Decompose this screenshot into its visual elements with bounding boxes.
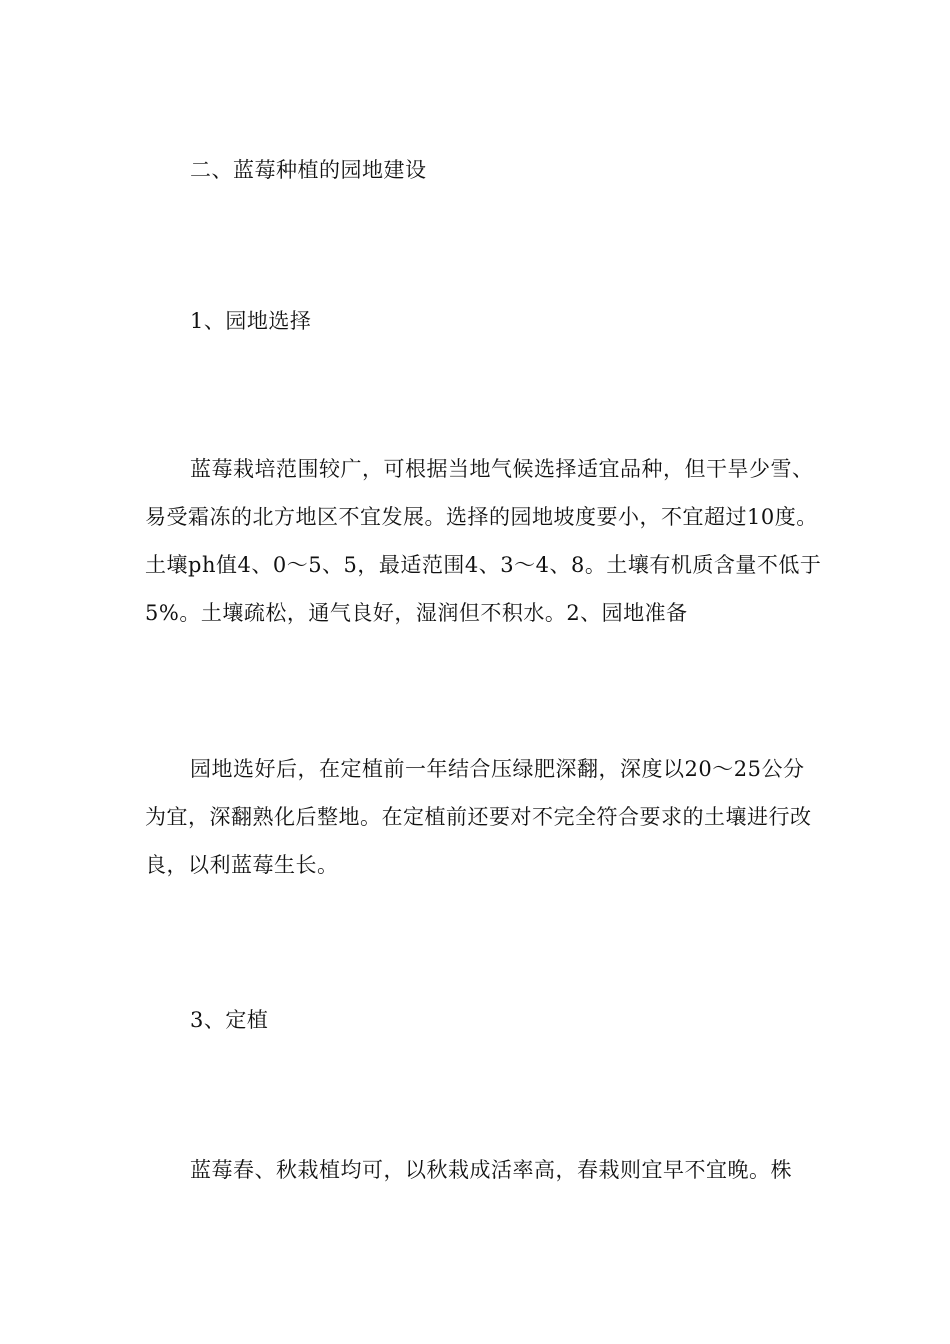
section-title: 二、蓝莓种植的园地建设	[190, 158, 427, 182]
paragraph-site-preparation: 园地选好后，在定植前一年结合压绿肥深翻，深度以20～25公分为宜，深翻熟化后整地。在定植前还要对不完全符合要求的土壤进行改良，以利蓝莓生长。	[145, 757, 812, 877]
paragraph-planting: 蓝莓春、秋栽植均可，以秋栽成活率高，春栽则宜早不宜晚。株	[190, 1158, 792, 1182]
subsection-title-site-selection: 1、园地选择	[190, 309, 312, 333]
paragraph-site-selection: 蓝莓栽培范围较广，可根据当地气候选择适宜品种，但干旱少雪、易受霜冻的北方地区不宜发展。选择的园地坡度要小，不宜超过10度。土壤ph值4、0～5、5，最适范围4、3～4、8。土壤有机质含量不低于5%。土壤疏松，通气良好，湿润但不积水。2、园地准备	[145, 457, 822, 625]
subsection-title-planting: 3、定植	[190, 1008, 269, 1032]
